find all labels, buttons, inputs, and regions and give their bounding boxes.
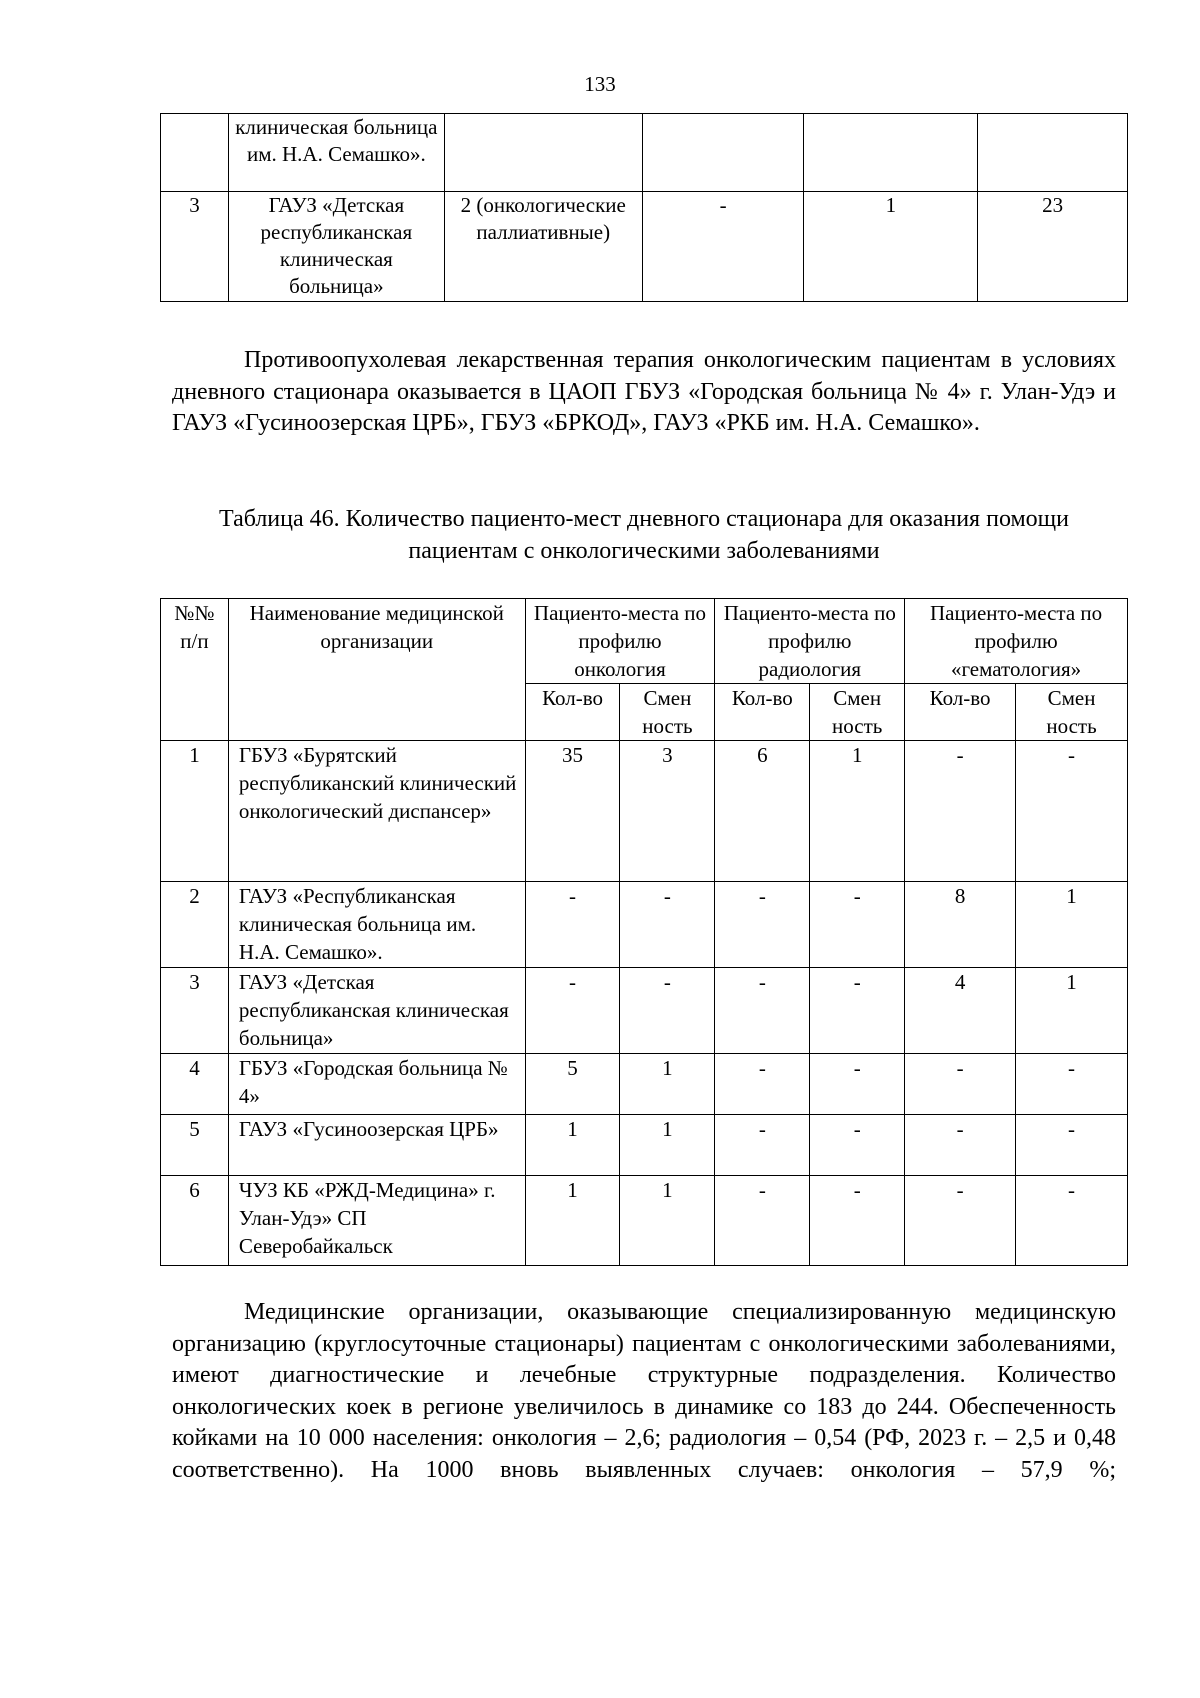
table-row xyxy=(161,882,1128,968)
table-cell: 1 xyxy=(620,1115,715,1176)
table-cell: ГАУЗ «Республиканская клиническая больница им. Н.А. Семашко». xyxy=(228,882,525,968)
paragraph-inpatient xyxy=(172,1297,1116,1486)
header-org: Наименование медицинской организации xyxy=(228,599,525,741)
table-cell: - xyxy=(1016,1176,1128,1266)
table-cell xyxy=(804,114,978,192)
table-row xyxy=(161,1115,1128,1176)
table-cell: 6 xyxy=(161,1176,229,1266)
table-cell: - xyxy=(715,1176,810,1266)
subheader-shift: Смен ность xyxy=(810,684,905,741)
subheader-shift: Смен ность xyxy=(620,684,715,741)
table-cell: ГАУЗ «Детская республиканская клиническая больница» xyxy=(228,968,525,1054)
table-cell: ЧУЗ КБ «РЖД-Медицина» г. Улан-Удэ» СП Северобайкальск xyxy=(228,1176,525,1266)
table-cell: - xyxy=(810,1176,905,1266)
table-cell xyxy=(444,114,642,192)
table-cell: - xyxy=(715,1115,810,1176)
table-cell: 5 xyxy=(525,1054,620,1115)
table-cell: - xyxy=(715,1054,810,1115)
table-cell: - xyxy=(1016,1115,1128,1176)
table-cell: - xyxy=(642,192,804,302)
table-cell: 3 xyxy=(620,741,715,882)
header-oncology: Пациенто-места по профилю онкология xyxy=(525,599,715,684)
table-cell: - xyxy=(810,968,905,1054)
table-cell: - xyxy=(905,1115,1016,1176)
table-cell: 1 xyxy=(810,741,905,882)
page-number: 133 xyxy=(584,72,616,96)
table-row xyxy=(161,968,1128,1054)
table-cell: 1 xyxy=(620,1054,715,1115)
table-cell xyxy=(161,114,229,192)
table-cell: 2 xyxy=(161,882,229,968)
table-cell: 2 (онкологические паллиативные) xyxy=(444,192,642,302)
table-cell: - xyxy=(525,968,620,1054)
table-cell: 1 xyxy=(804,192,978,302)
table-cell: - xyxy=(905,1054,1016,1115)
table-cell: 1 xyxy=(620,1176,715,1266)
table-cell: ГБУЗ «Городская больница № 4» xyxy=(228,1054,525,1115)
table-header-row xyxy=(161,599,1128,684)
table-cell: - xyxy=(810,1054,905,1115)
subheader-count: Кол-во xyxy=(715,684,810,741)
table-cell: 1 xyxy=(525,1176,620,1266)
table-cell: - xyxy=(620,882,715,968)
table-cell: клиническая больница им. Н.А. Семашко». xyxy=(228,114,444,192)
table-cell xyxy=(642,114,804,192)
table-cell: ГАУЗ «Детская республиканская клиническая больница» xyxy=(228,192,444,302)
table-cell: ГБУЗ «Бурятский республиканский клинический онкологический диспансер» xyxy=(228,741,525,882)
subheader-count: Кол-во xyxy=(525,684,620,741)
table-cell: - xyxy=(525,882,620,968)
continued-table xyxy=(160,113,1128,302)
table-cell: - xyxy=(1016,741,1128,882)
table-cell: - xyxy=(1016,1054,1128,1115)
table-cell: 3 xyxy=(161,192,229,302)
table-cell xyxy=(978,114,1128,192)
table-row xyxy=(161,114,1128,192)
paragraph-day-hospital xyxy=(172,345,1116,440)
table-cell: 1 xyxy=(525,1115,620,1176)
table-cell: 1 xyxy=(1016,968,1128,1054)
table-row xyxy=(161,192,1128,302)
table-cell: - xyxy=(810,882,905,968)
table-row xyxy=(161,1176,1128,1266)
table-cell: 23 xyxy=(978,192,1128,302)
table-cell: 3 xyxy=(161,968,229,1054)
patient-places-table xyxy=(160,598,1128,1266)
table-cell: - xyxy=(905,741,1016,882)
header-radiology: Пациенто-места по профилю радиология xyxy=(715,599,905,684)
table-cell: 35 xyxy=(525,741,620,882)
header-hematology: Пациенто-места по профилю «гематология» xyxy=(905,599,1128,684)
table-cell: 5 xyxy=(161,1115,229,1176)
paragraph-text: Противоопухолевая лекарственная терапия онкологическим пациентам в условиях дневного стационара оказывается в ЦАОП ГБУЗ «Городская больница № 4» г. Улан-Удэ и ГАУЗ «Гусиноозерская ЦРБ», ГБУЗ «БРКОД», ГАУЗ «РКБ им. Н.А. Семашко». xyxy=(172,347,1116,436)
table-cell: - xyxy=(620,968,715,1054)
table-row xyxy=(161,741,1128,882)
subheader-count: Кол-во xyxy=(905,684,1016,741)
table-cell: - xyxy=(905,1176,1016,1266)
table-cell: 4 xyxy=(161,1054,229,1115)
table-cell: 4 xyxy=(905,968,1016,1054)
paragraph-text: Медицинские организации, оказывающие специализированную медицинскую организацию (круглосуточные стационары) пациентам с онкологическими заболеваниями, имеют диагностические и лечебные структурные подразделения. Количество онкологических коек в регионе увеличилось в динамике со 183 до 244. Обеспеченность койками на 10 000 населения: онкология – 2,6; радиология – 0,54 (РФ, 2023 г. – 2,5 и 0,48 соответственно). На 1000 вновь выявленных случаев: онкология – 57,9 %; xyxy=(172,1299,1116,1483)
table-cell: 6 xyxy=(715,741,810,882)
table-cell: 1 xyxy=(1016,882,1128,968)
subheader-shift: Смен ность xyxy=(1016,684,1128,741)
table-caption: Таблица 46. Количество пациенто-мест дневного стационара для оказания помощи пациентам с онкологическими заболеваниями xyxy=(219,506,1069,564)
table-cell: - xyxy=(810,1115,905,1176)
header-num: №№ п/п xyxy=(161,599,229,741)
table-cell: 1 xyxy=(161,741,229,882)
table-row xyxy=(161,1054,1128,1115)
table-cell: 8 xyxy=(905,882,1016,968)
table-cell: ГАУЗ «Гусиноозерская ЦРБ» xyxy=(228,1115,525,1176)
table-cell: - xyxy=(715,882,810,968)
table-cell: - xyxy=(715,968,810,1054)
